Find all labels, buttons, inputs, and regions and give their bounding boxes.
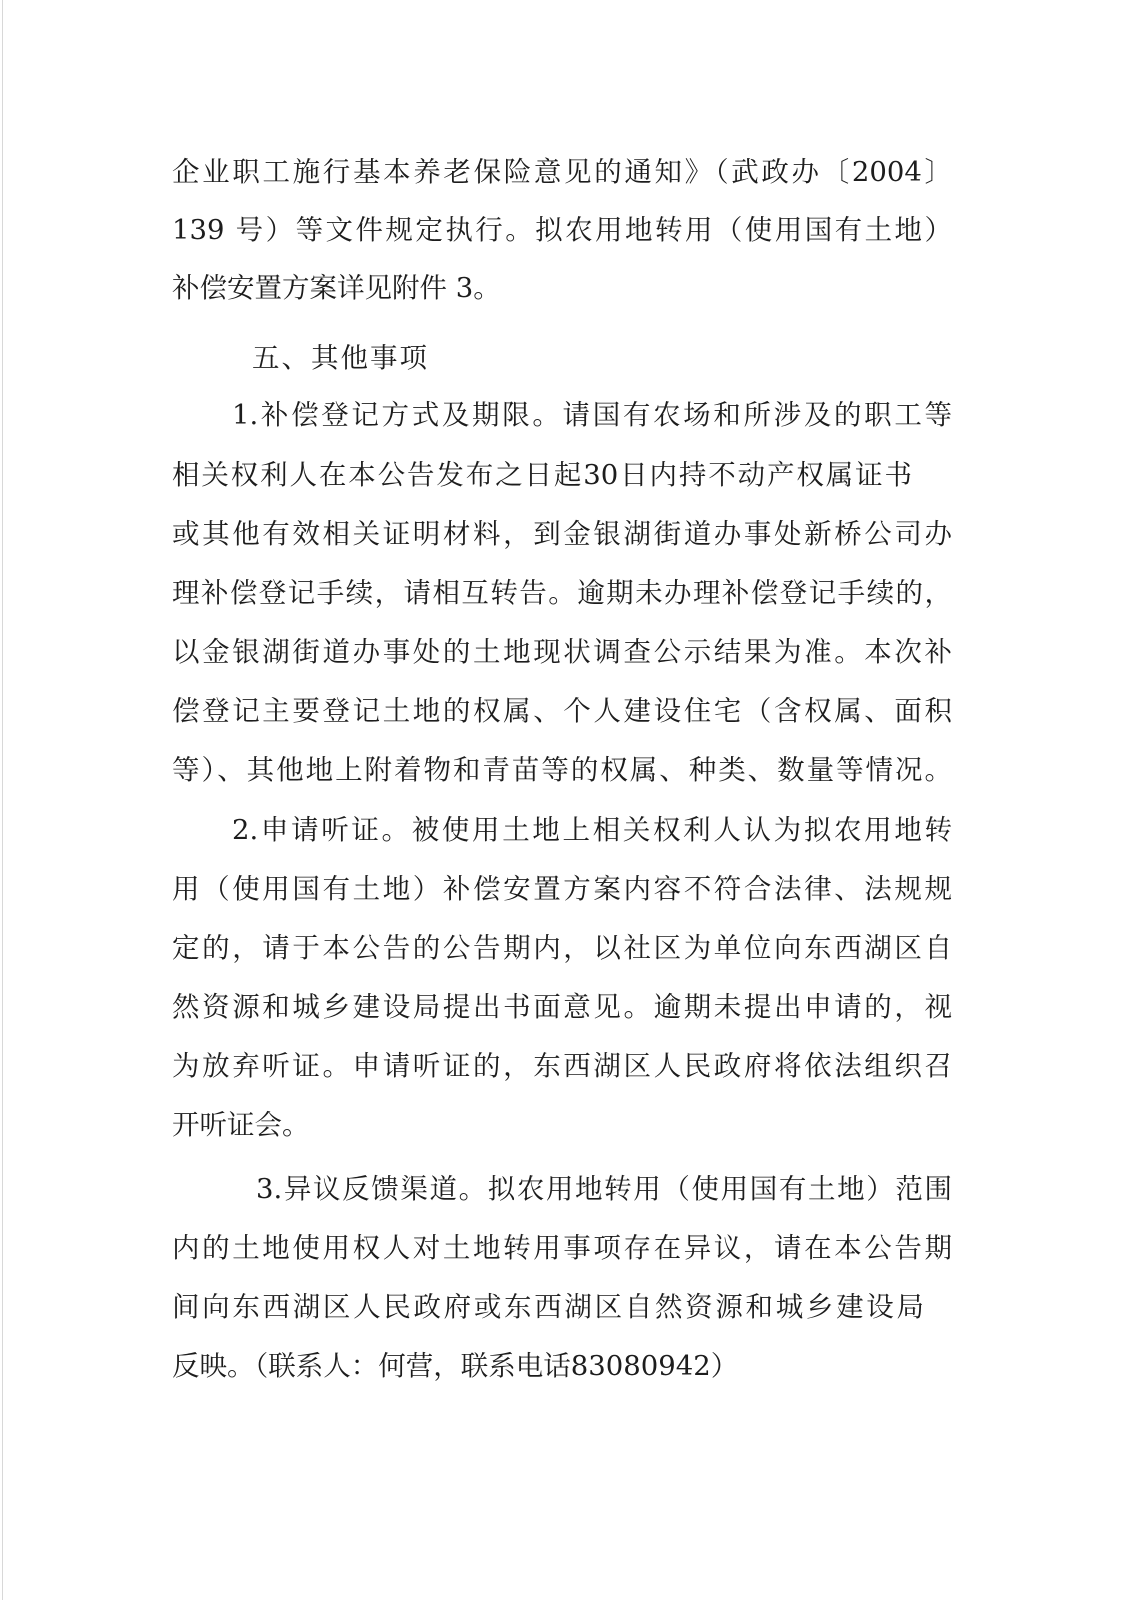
item1-line-3: 或其他有效相关证明材料，到金银湖街道办事处新桥公司办 bbox=[172, 518, 952, 550]
item2-line-6: 开听证会。 bbox=[172, 1109, 310, 1141]
section-heading: 五、其他事项 bbox=[252, 342, 429, 374]
intro-line-1: 企业职工施行基本养老保险意见的通知》（武政办〔2004〕 bbox=[172, 156, 952, 188]
item2-line-3: 定的，请于本公告的公告期内，以社区为单位向东西湖区自 bbox=[172, 932, 952, 964]
item2-line-4: 然资源和城乡建设局提出书面意见。逾期未提出申请的，视 bbox=[172, 991, 952, 1023]
item1-line-5: 以金银湖街道办事处的土地现状调查公示结果为准。本次补 bbox=[172, 636, 952, 668]
intro-line-2: 139 号）等文件规定执行。拟农用地转用（使用国有土地） bbox=[172, 214, 952, 246]
item3-line-3: 间向东西湖区人民政府或东西湖区自然资源和城乡建设局 bbox=[172, 1291, 924, 1323]
item1-line-2: 相关权利人在本公告发布之日起30日内持不动产权属证书 bbox=[172, 459, 912, 491]
item1-line-6: 偿登记主要登记土地的权属、个人建设住宅（含权属、面积 bbox=[172, 695, 952, 727]
item2-line-5: 为放弃听证。申请听证的，东西湖区人民政府将依法组织召 bbox=[172, 1050, 952, 1082]
item3-line-1: 3.异议反馈渠道。拟农用地转用（使用国有土地）范围 bbox=[256, 1173, 952, 1205]
item1-line-4: 理补偿登记手续，请相互转告。逾期未办理补偿登记手续的， bbox=[172, 577, 952, 609]
item2-line-2: 用（使用国有土地）补偿安置方案内容不符合法律、法规规 bbox=[172, 873, 952, 905]
item2-line-1: 2.申请听证。被使用土地上相关权利人认为拟农用地转 bbox=[232, 814, 952, 846]
item3-line-2: 内的土地使用权人对土地转用事项存在异议，请在本公告期 bbox=[172, 1232, 952, 1264]
item3-line-4: 反映。（联系人：何营，联系电话83080942） bbox=[172, 1350, 739, 1382]
item1-line-7: 等）、其他地上附着物和青苗等的权属、种类、数量等情况。 bbox=[172, 754, 952, 786]
scan-edge-line bbox=[2, 0, 3, 1600]
item1-line-1: 1.补偿登记方式及期限。请国有农场和所涉及的职工等 bbox=[232, 399, 952, 431]
intro-line-3: 补偿安置方案详见附件 3。 bbox=[172, 272, 501, 304]
